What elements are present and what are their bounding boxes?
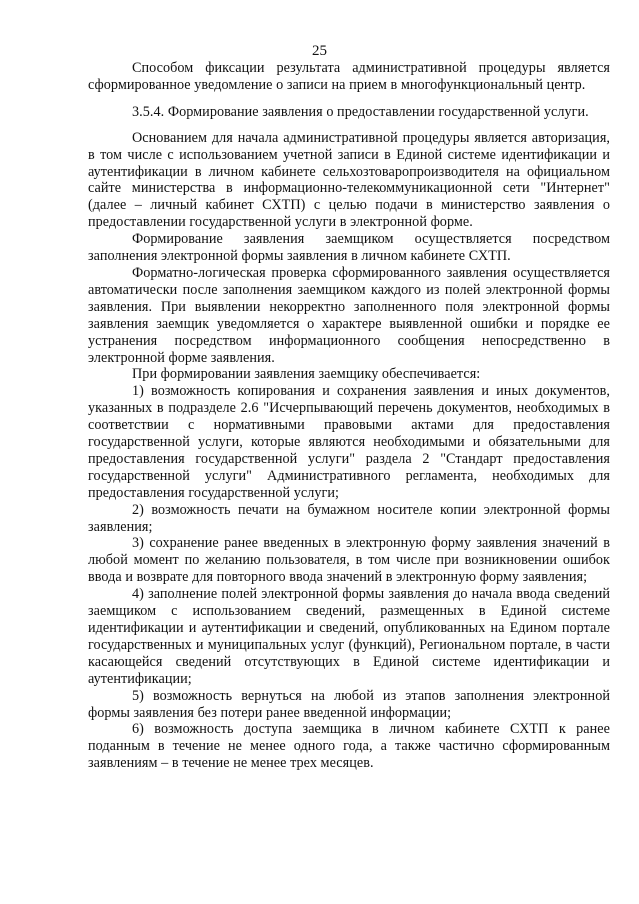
paragraph-provisions-intro: При формировании заявления заемщику обеспечивается:	[132, 366, 481, 383]
list-item-3: 3) сохранение ранее введенных в электронную форму заявления значений в любой момент по желанию пользователя, в том числе при возникновении ошибок ввода и возврате для повторного ввода значений в электронную форму заявления;	[88, 535, 610, 586]
list-item-5: 5) возможность вернуться на любой из этапов заполнения электронной формы заявления без потери ранее введенной информации;	[88, 687, 610, 721]
page-number: 25	[312, 43, 327, 59]
list-item-2: 2) возможность печати на бумажном носителе копии электронной формы заявления;	[88, 501, 610, 535]
list-item-1: 1) возможность копирования и сохранения заявления и иных документов, указанных в подразделе 2.6 "Исчерпывающий перечень документов, необходимых в соответствии с нормативными правовыми актами для предоставления государственной услуги, которые являются необходимыми и обязательными для предоставления государственной услуги" раздела 2 "Стандарт предоставления государственной услуги" Административного регламента, необходимых для предоставления государственной услуги;	[88, 383, 610, 501]
document-body	[88, 60, 610, 772]
paragraph-grounds: Основанием для начала административной процедуры является авторизация, в том числе с использованием учетной записи в Единой системе идентификации и аутентификации в личном кабинете сельхозтоваропроизводителя на официальном сайте министерства в информационно-телекоммуникационной сети "Интернет" (далее – личный кабинет СХТП) с целью подачи в министерство заявления о предоставлении государственной услуги в электронной форме.	[88, 129, 610, 231]
paragraph-fixation-method: Способом фиксации результата административной процедуры является сформированное уведомление о записи на прием в многофункциональный центр.	[88, 60, 610, 93]
section-heading: 3.5.4. Формирование заявления о предоставлении государственной услуги.	[132, 103, 589, 120]
list-item-6: 6) возможность доступа заемщика в личном кабинете СХТП к ранее поданным в течение не менее одного года, а также частично сформированным заявлениям – в течение не менее трех месяцев.	[88, 721, 610, 772]
list-item-4: 4) заполнение полей электронной формы заявления до начала ввода сведений заемщиком с использованием сведений, размещенных в Единой системе идентификации и аутентификации и сведений, опубликованных на Едином портале государственных и муниципальных услуг (функций), Региональном портале, в части касающейся сведений отсутствующих в Единой системе идентификации и аутентификации;	[88, 586, 610, 687]
paragraph-logical-check: Форматно-логическая проверка сформированного заявления осуществляется автоматически после заполнения заемщиком каждого из полей электронной формы заявления. При выявлении некорректно заполненного поля электронной формы заявления заемщик уведомляется о характере выявленной ошибки и порядке ее устранения посредством информационного сообщения непосредственно в электронной форме заявления.	[88, 264, 610, 366]
paragraph-formation: Формирование заявления заемщиком осуществляется посредством заполнения электронной формы заявления в личном кабинете СХТП.	[88, 231, 610, 265]
